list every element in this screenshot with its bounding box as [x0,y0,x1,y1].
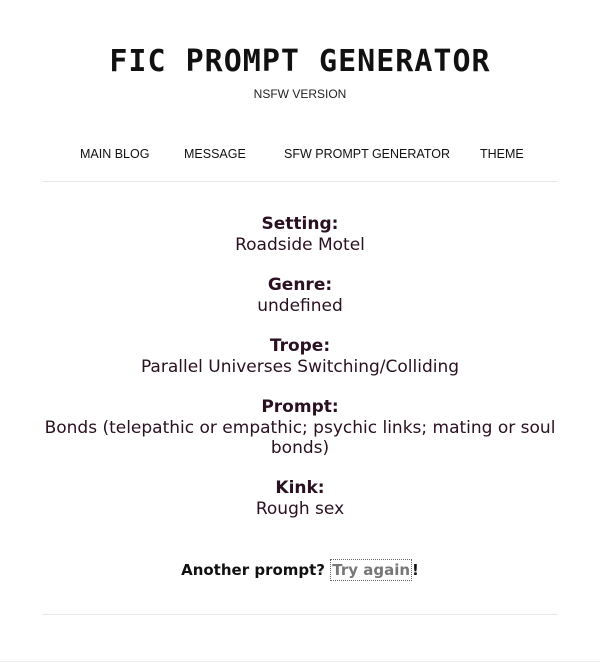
site-subtitle: NSFW VERSION [253,87,347,101]
bottom-divider [42,614,558,615]
nav-message[interactable]: MESSAGE [184,147,246,161]
nav-theme[interactable]: THEME [480,147,524,161]
genre-label: Genre: [267,275,333,295]
trope-label: Trope: [269,336,331,356]
trope-value: Parallel Universes Switching/Colliding [140,357,460,377]
prompt-field [36,397,564,458]
site-title: FIC PROMPT GENERATOR [109,44,491,79]
retry-lead-text: Another prompt? [181,561,326,579]
kink-value: Rough sex [255,499,345,519]
setting-field [36,214,564,255]
retry-trailing-text: ! [412,561,419,579]
top-navigation [0,145,600,163]
page-bottom-divider [0,661,600,662]
genre-field [36,275,564,316]
trope-field [36,336,564,377]
retry-line [0,559,600,581]
genre-value: undefined [257,296,343,316]
prompt-content [36,214,564,539]
kink-field [36,478,564,519]
setting-label: Setting: [261,214,339,234]
nav-main-blog[interactable]: MAIN BLOG [80,147,150,161]
prompt-label: Prompt: [261,397,339,417]
nav-sfw-prompt-generator[interactable]: SFW PROMPT GENERATOR [284,147,450,161]
prompt-value: Bonds (telepathic or empathic; psychic links; mating or soul bonds) [44,418,556,458]
top-divider [42,181,558,182]
setting-value: Roadside Motel [235,235,365,255]
try-again-link[interactable]: Try again [332,561,411,579]
kink-label: Kink: [275,478,325,498]
